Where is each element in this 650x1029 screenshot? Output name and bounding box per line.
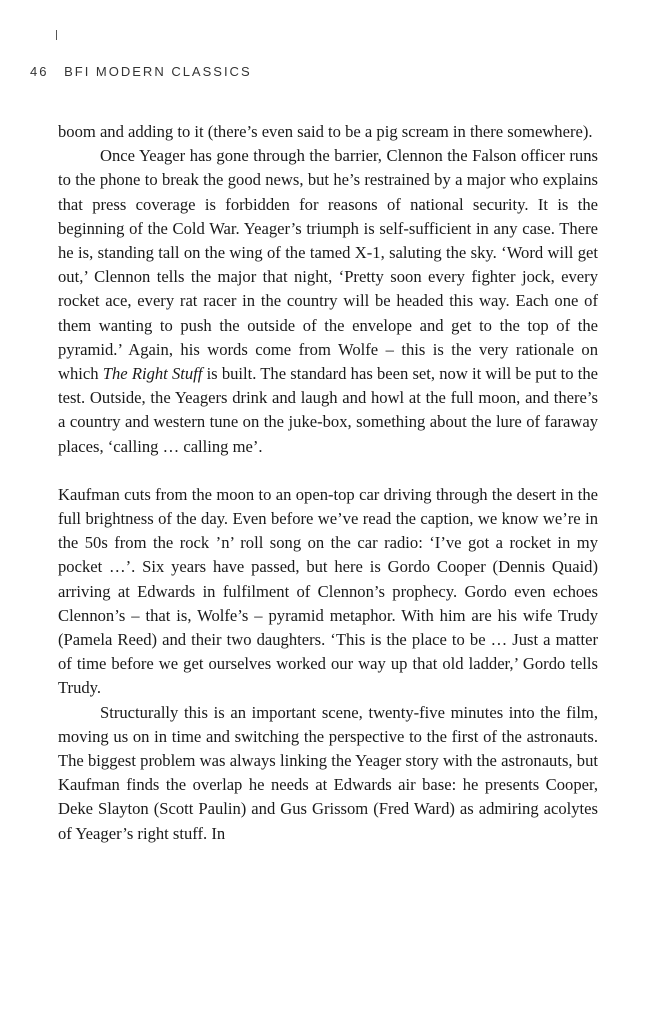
paragraph-text: Once Yeager has gone through the barrier, Clennon the Falson officer runs to the phone to break the good news, but he’s restrained by a major who explains that press coverage is forbidden for reasons of national security. It is the beginning of the Cold War. Yeager’s triumph is self-sufficient in any case. There he is, standing tall on the wing of the tamed X-1, saluting the sky. ‘Word will get out,’ Clennon tells the major that night, ‘Pretty soon every fighter jock, every rocket ace, every rat racer in the country will be headed this way. Each one of them wanting to push the outside of the envelope and get to the top of the pyramid.’ Again, his words come from Wolfe – this is the very rationale on which — [58, 146, 598, 384]
paragraph-text-continued: is built. The standard has been set, now it will be put to the test. Outside, the Yeagers drink and laugh and howl at the full moon, and there’s a country and western tune on the juke-box, something about the lure of faraway places, ‘calling … calling me’. — [58, 364, 598, 456]
page-number: 46 — [30, 64, 49, 79]
film-title-italic: The Right Stuff — [102, 364, 203, 384]
running-head-title: BFI MODERN CLASSICS — [64, 64, 252, 79]
paragraph: Structurally this is an important scene, twenty-five minutes into the film, moving us on in time and switching the perspective to the first of the astronauts. The biggest problem was always linking the Yeager story with the astronauts, but Kaufman finds the overlap he needs at Edwards air base: he presents Cooper, Deke Slayton (Scott Paulin) and Gus Grissom (Fred Ward) as admiring acolytes of Yeager’s right stuff. In — [58, 702, 598, 843]
body-text — [58, 120, 598, 846]
paragraph — [58, 144, 598, 459]
crop-mark — [56, 30, 57, 40]
paragraph-section-start: Kaufman cuts from the moon to an open-top car driving through the desert in the full brightness of the day. Even before we’ve read the caption, we know we’re in the 50s from the rock ’n’ roll song on the car radio: ‘I’ve got a rocket in my pocket …’. Six years have passed, but here is Gordo Cooper (Dennis Quaid) arriving at Edwards in fulfilment of Clennon’s prophecy. Gordo even echoes Clennon’s – that is, Wolfe’s – pyramid metaphor. With him are his wife Trudy (Pamela Reed) and their two daughters. ‘This is the place to be … Just a matter of time before we get ourselves worked our way up that old ladder,’ Gordo tells Trudy. — [58, 484, 598, 698]
paragraph-continued: boom and adding to it (there’s even said to be a pig scream in there somewhere). — [58, 122, 593, 141]
running-head — [30, 64, 252, 79]
